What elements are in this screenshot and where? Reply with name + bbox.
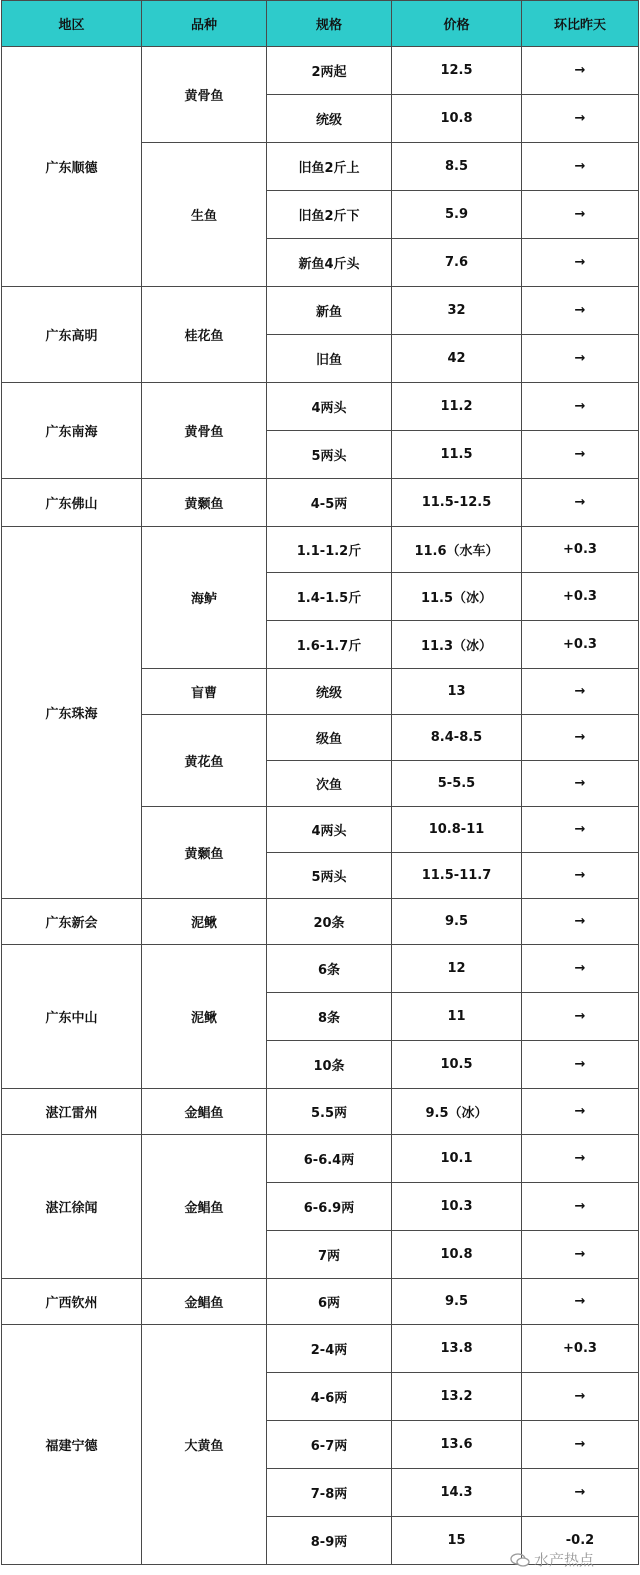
price-cell: 12.5 <box>392 47 522 95</box>
spec-cell: 4两头 <box>267 807 392 853</box>
species-cell: 盲曹 <box>142 669 267 715</box>
spec-cell: 1.1-1.2斤 <box>267 527 392 573</box>
spec-cell: 旧鱼2斤下 <box>267 191 392 239</box>
species-cell: 金鲳鱼 <box>142 1279 267 1325</box>
spec-cell: 6-6.9两 <box>267 1183 392 1231</box>
price-cell: 8.4-8.5 <box>392 715 522 761</box>
species-cell: 黄颡鱼 <box>142 807 267 899</box>
change-cell: → <box>522 669 639 715</box>
spec-cell: 4-5两 <box>267 479 392 527</box>
header-region: 地区 <box>2 1 142 47</box>
header-spec: 规格 <box>267 1 392 47</box>
change-cell: → <box>522 431 639 479</box>
region-cell: 广西钦州 <box>2 1279 142 1325</box>
spec-cell: 旧鱼 <box>267 335 392 383</box>
change-cell: → <box>522 383 639 431</box>
price-cell: 10.8-11 <box>392 807 522 853</box>
spec-cell: 新鱼4斤头 <box>267 239 392 287</box>
price-cell: 10.8 <box>392 1231 522 1279</box>
price-table <box>1 0 639 1565</box>
price-cell: 10.5 <box>392 1041 522 1089</box>
region-cell: 广东珠海 <box>2 527 142 899</box>
price-cell: 12 <box>392 945 522 993</box>
change-cell: → <box>522 143 639 191</box>
spec-cell: 2两起 <box>267 47 392 95</box>
spec-cell: 6-7两 <box>267 1421 392 1469</box>
region-cell: 广东中山 <box>2 945 142 1089</box>
spec-cell: 6-6.4两 <box>267 1135 392 1183</box>
spec-cell: 5.5两 <box>267 1089 392 1135</box>
change-cell: → <box>522 335 639 383</box>
change-cell: → <box>522 239 639 287</box>
price-cell: 11 <box>392 993 522 1041</box>
wechat-icon <box>510 1553 530 1567</box>
change-cell: → <box>522 1279 639 1325</box>
price-cell: 32 <box>392 287 522 335</box>
region-cell: 湛江徐闻 <box>2 1135 142 1279</box>
spec-cell: 统级 <box>267 95 392 143</box>
species-cell: 黄花鱼 <box>142 715 267 807</box>
species-cell: 泥鳅 <box>142 945 267 1089</box>
change-cell: → <box>522 1183 639 1231</box>
change-cell: → <box>522 1135 639 1183</box>
watermark-text: 水产热点 <box>534 1551 595 1569</box>
price-cell: 11.2 <box>392 383 522 431</box>
species-cell: 海鲈 <box>142 527 267 669</box>
spec-cell: 7-8两 <box>267 1469 392 1517</box>
species-cell: 黄颡鱼 <box>142 479 267 527</box>
change-cell: → <box>522 1421 639 1469</box>
table-row <box>2 47 639 95</box>
spec-cell: 统级 <box>267 669 392 715</box>
price-cell: 7.6 <box>392 239 522 287</box>
species-cell: 泥鳅 <box>142 899 267 945</box>
change-cell: → <box>522 945 639 993</box>
region-cell: 广东南海 <box>2 383 142 479</box>
spec-cell: 级鱼 <box>267 715 392 761</box>
change-cell: → <box>522 1231 639 1279</box>
spec-cell: 5两头 <box>267 431 392 479</box>
change-cell: → <box>522 899 639 945</box>
price-cell: 10.3 <box>392 1183 522 1231</box>
price-cell: 9.5 <box>392 1279 522 1325</box>
price-cell: 10.1 <box>392 1135 522 1183</box>
change-cell: → <box>522 853 639 899</box>
table-row <box>2 899 639 945</box>
change-cell: → <box>522 715 639 761</box>
spec-cell: 20条 <box>267 899 392 945</box>
price-cell: 9.5（冰） <box>392 1089 522 1135</box>
price-cell: 13.2 <box>392 1373 522 1421</box>
table-row <box>2 945 639 993</box>
header-row <box>2 1 639 47</box>
change-cell: +0.3 <box>522 573 639 621</box>
price-cell: 11.6（水车） <box>392 527 522 573</box>
price-cell: 13.8 <box>392 1325 522 1373</box>
spec-cell: 10条 <box>267 1041 392 1089</box>
spec-cell: 4两头 <box>267 383 392 431</box>
price-cell: 14.3 <box>392 1469 522 1517</box>
species-cell: 大黄鱼 <box>142 1325 267 1565</box>
price-cell: 10.8 <box>392 95 522 143</box>
region-cell: 广东顺德 <box>2 47 142 287</box>
spec-cell: 6条 <box>267 945 392 993</box>
price-cell: 8.5 <box>392 143 522 191</box>
spec-cell: 8-9两 <box>267 1517 392 1565</box>
region-cell: 福建宁德 <box>2 1325 142 1565</box>
price-cell: 9.5 <box>392 899 522 945</box>
price-cell: 11.5-12.5 <box>392 479 522 527</box>
price-cell: 13 <box>392 669 522 715</box>
change-cell: → <box>522 1089 639 1135</box>
price-cell: 11.5 <box>392 431 522 479</box>
change-cell: → <box>522 1041 639 1089</box>
change-cell: +0.3 <box>522 1325 639 1373</box>
region-cell: 广东佛山 <box>2 479 142 527</box>
spec-cell: 新鱼 <box>267 287 392 335</box>
spec-cell: 旧鱼2斤上 <box>267 143 392 191</box>
table-row <box>2 527 639 573</box>
header-change: 环比昨天 <box>522 1 639 47</box>
change-cell: → <box>522 993 639 1041</box>
change-cell: → <box>522 95 639 143</box>
spec-cell: 2-4两 <box>267 1325 392 1373</box>
spec-cell: 5两头 <box>267 853 392 899</box>
change-cell: → <box>522 47 639 95</box>
price-cell: 42 <box>392 335 522 383</box>
change-cell: → <box>522 1469 639 1517</box>
price-cell: 5.9 <box>392 191 522 239</box>
change-cell: → <box>522 191 639 239</box>
header-species: 品种 <box>142 1 267 47</box>
spec-cell: 7两 <box>267 1231 392 1279</box>
spec-cell: 4-6两 <box>267 1373 392 1421</box>
table-row <box>2 479 639 527</box>
species-cell: 金鲳鱼 <box>142 1089 267 1135</box>
price-cell: 15 <box>392 1517 522 1565</box>
spec-cell: 1.4-1.5斤 <box>267 573 392 621</box>
table-row <box>2 287 639 335</box>
spec-cell: 8条 <box>267 993 392 1041</box>
change-cell: → <box>522 807 639 853</box>
header-price: 价格 <box>392 1 522 47</box>
species-cell: 金鲳鱼 <box>142 1135 267 1279</box>
species-cell: 桂花鱼 <box>142 287 267 383</box>
change-cell: -0.2 <box>522 1517 639 1565</box>
change-cell: +0.3 <box>522 621 639 669</box>
spec-cell: 1.6-1.7斤 <box>267 621 392 669</box>
table-body <box>2 47 639 1565</box>
change-cell: +0.3 <box>522 527 639 573</box>
change-cell: → <box>522 479 639 527</box>
region-cell: 广东新会 <box>2 899 142 945</box>
species-cell: 黄骨鱼 <box>142 47 267 143</box>
table-row <box>2 1279 639 1325</box>
table-row <box>2 383 639 431</box>
price-cell: 13.6 <box>392 1421 522 1469</box>
species-cell: 黄骨鱼 <box>142 383 267 479</box>
price-cell: 11.5（冰） <box>392 573 522 621</box>
table-row <box>2 1135 639 1183</box>
table-row <box>2 1089 639 1135</box>
region-cell: 湛江雷州 <box>2 1089 142 1135</box>
change-cell: → <box>522 1373 639 1421</box>
change-cell: → <box>522 761 639 807</box>
species-cell: 生鱼 <box>142 143 267 287</box>
spec-cell: 6两 <box>267 1279 392 1325</box>
change-cell: → <box>522 287 639 335</box>
spec-cell: 次鱼 <box>267 761 392 807</box>
price-cell: 11.3（冰） <box>392 621 522 669</box>
region-cell: 广东高明 <box>2 287 142 383</box>
table-row <box>2 1325 639 1373</box>
price-cell: 5-5.5 <box>392 761 522 807</box>
price-cell: 11.5-11.7 <box>392 853 522 899</box>
watermark <box>510 1549 594 1570</box>
